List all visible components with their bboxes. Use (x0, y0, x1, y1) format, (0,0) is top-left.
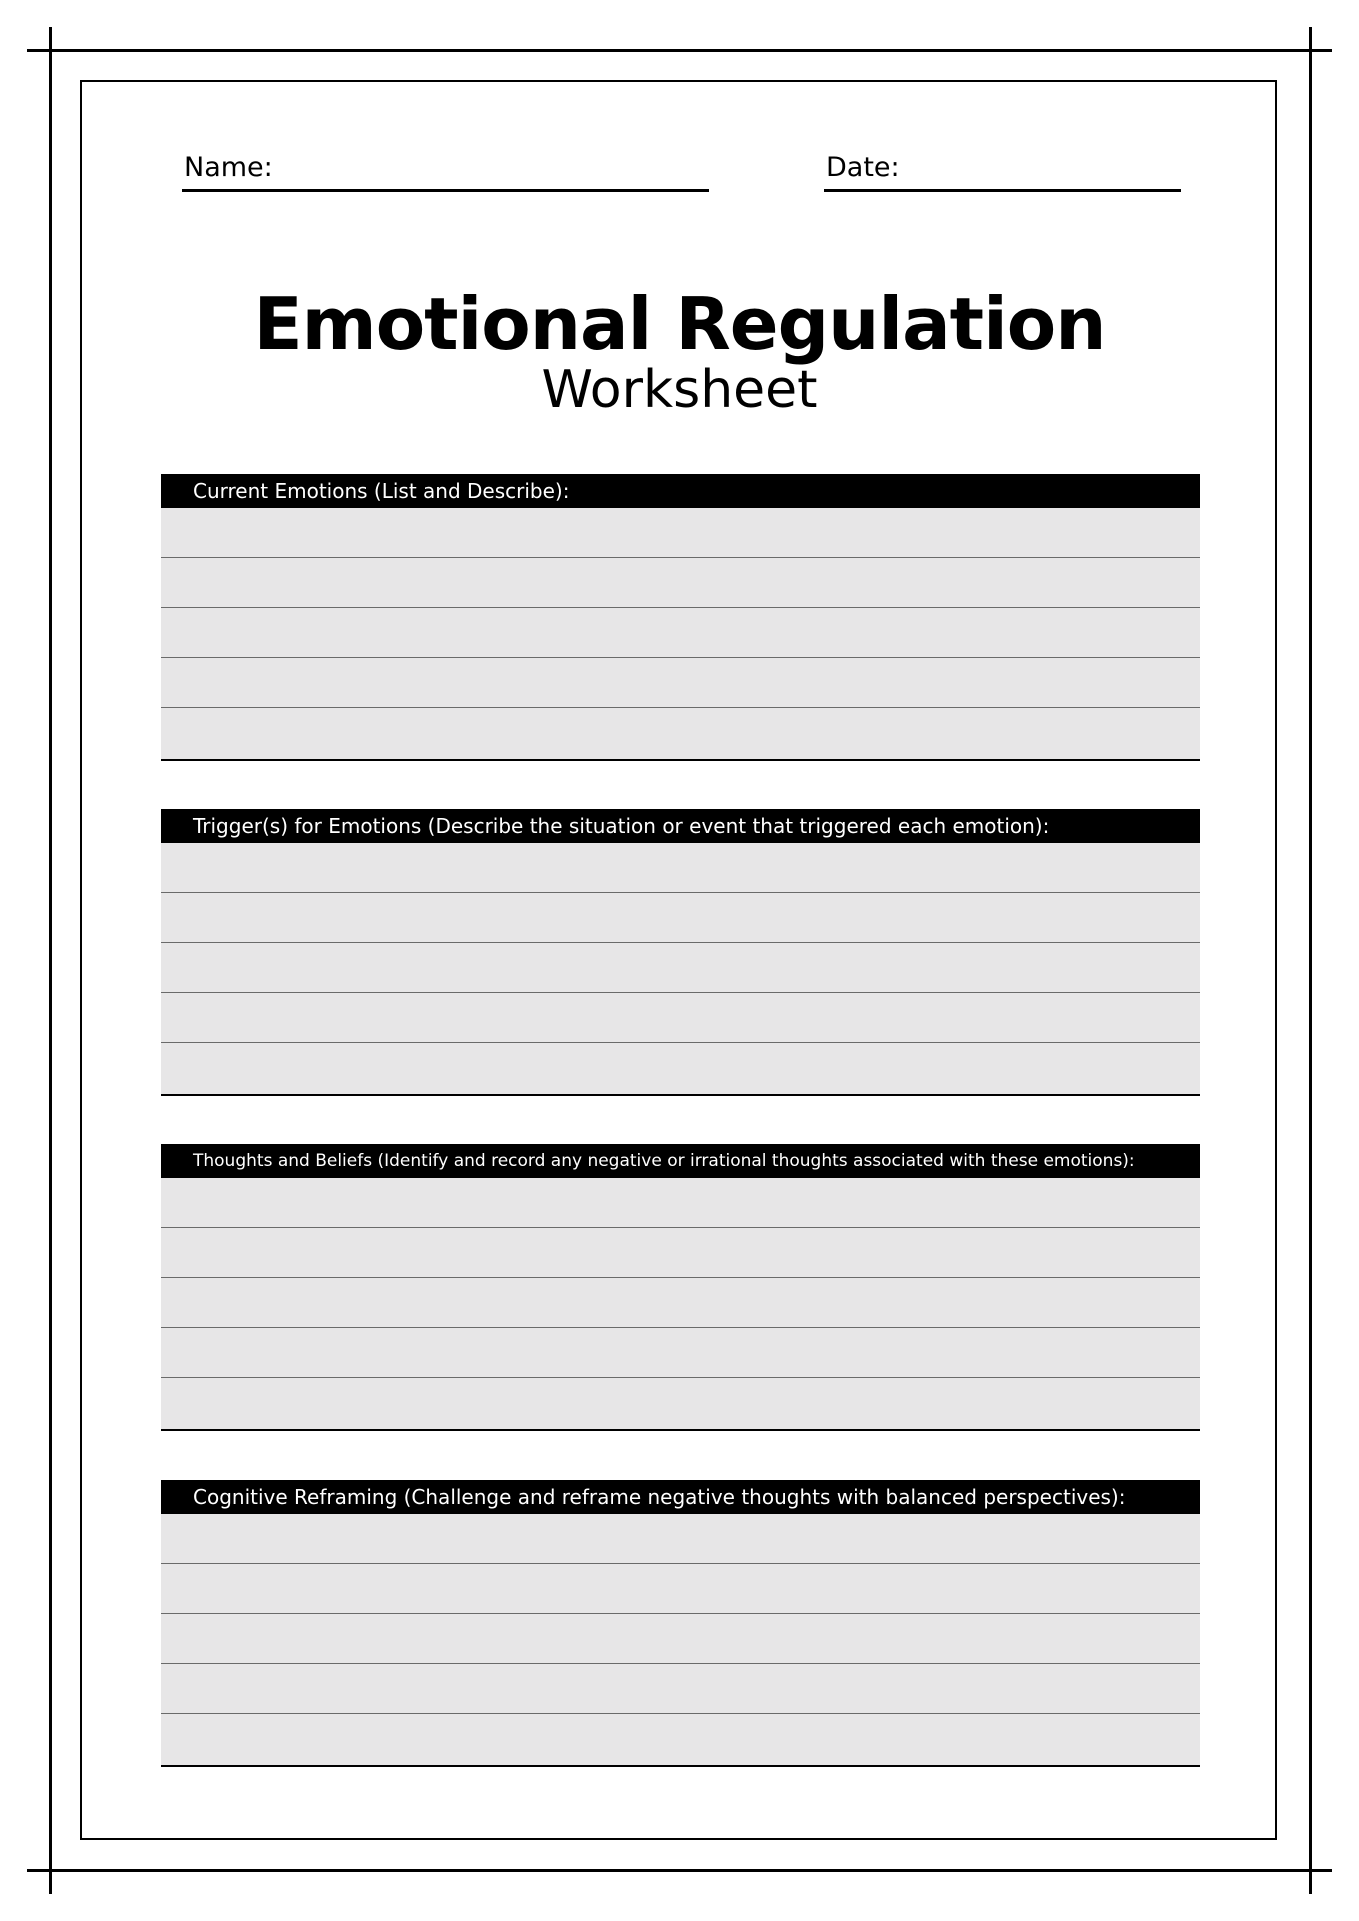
crop-line-bottom (27, 1869, 1332, 1872)
writing-area[interactable] (161, 1178, 1200, 1431)
writing-line[interactable] (161, 1043, 1200, 1094)
section-header: Current Emotions (List and Describe): (161, 474, 1200, 508)
writing-line[interactable] (161, 843, 1200, 893)
date-field[interactable] (824, 150, 1181, 192)
page-subtitle: Worksheet (541, 360, 818, 420)
writing-line[interactable] (161, 1514, 1200, 1564)
writing-area[interactable] (161, 508, 1200, 761)
writing-line[interactable] (161, 943, 1200, 993)
section-triggers (161, 809, 1200, 1096)
writing-line[interactable] (161, 1564, 1200, 1614)
writing-line[interactable] (161, 1378, 1200, 1429)
writing-line[interactable] (161, 1328, 1200, 1378)
writing-line[interactable] (161, 993, 1200, 1043)
name-label: Name: (184, 152, 273, 183)
name-field[interactable] (182, 150, 709, 192)
date-label: Date: (826, 152, 900, 183)
section-thoughts-beliefs (161, 1144, 1200, 1431)
section-header: Thoughts and Beliefs (Identify and record any negative or irrational thoughts associated with these emotions): (161, 1144, 1200, 1178)
writing-line[interactable] (161, 1664, 1200, 1714)
writing-line[interactable] (161, 1228, 1200, 1278)
section-cognitive-reframing (161, 1480, 1200, 1767)
crop-line-top (27, 49, 1332, 52)
writing-line[interactable] (161, 558, 1200, 608)
section-header: Cognitive Reframing (Challenge and reframe negative thoughts with balanced perspectives): (161, 1480, 1200, 1514)
section-header: Trigger(s) for Emotions (Describe the situation or event that triggered each emotion): (161, 809, 1200, 843)
writing-area[interactable] (161, 843, 1200, 1096)
writing-line[interactable] (161, 1278, 1200, 1328)
writing-line[interactable] (161, 1178, 1200, 1228)
writing-line[interactable] (161, 658, 1200, 708)
section-current-emotions (161, 474, 1200, 761)
writing-area[interactable] (161, 1514, 1200, 1767)
page-title: Emotional Regulation (253, 282, 1106, 366)
writing-line[interactable] (161, 508, 1200, 558)
writing-line[interactable] (161, 893, 1200, 943)
writing-line[interactable] (161, 608, 1200, 658)
writing-line[interactable] (161, 1714, 1200, 1765)
writing-line[interactable] (161, 1614, 1200, 1664)
writing-line[interactable] (161, 708, 1200, 759)
